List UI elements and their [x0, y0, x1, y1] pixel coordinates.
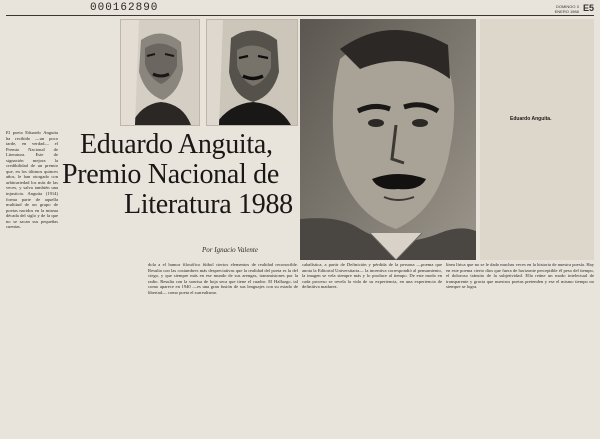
headline-line-1: Eduardo Anguita,: [80, 129, 273, 160]
intro-text: El poeta Eduardo Anguita ha recibido —un poco tarde, en verdad— el Premio Nacional de Literatura. Este de signación mejora la credibilidad de un premio que, en los últimos quinces años, le han otorgado con arbitrariedad los más de las veces, y salva también una injusticia. Anguita (1914) forma parte de aquella multitud de un grupo de poetas nacidos en la misma década del siglo y de la que no se sacan sus pequeñas cuentas.: [6, 130, 58, 230]
archive-stamp: 000162890: [90, 2, 159, 14]
body-column-1: [148, 262, 298, 434]
portrait-small-left-image: [121, 20, 199, 125]
body-column-3-text: línea lírica que no se le dado muchas veces en la historia de nuestra poesía. Hay en este poema cierto dios que fuera de horizonte perceptible él peso del tiempo, el doloroso tránsito de la subjetividad. Ella reúne un modo intelectual de transparente y gracia que nuestros poetas pretenden y ese el mismo tiempo no siempre se logra.: [446, 262, 594, 290]
portrait-small-right-image: [207, 20, 297, 125]
body-column-1-text: dola a el humor filosófico fútbol ciertos elementos de realidad reconocible. Resulta con las costumbres más despreciativas que la realidad del poeta es la del ciego, y que siempre más en ese mundo de sus arengas, transmisiones por la radio. Resulta con la sonrisa de hoja seca que tiene el cuadro: El Hallazgo, tal como aparece en 1940 —es una gran fusión de sus lenguajes con su estado de libertad— como poeta el surrealismo.: [148, 262, 298, 295]
masthead: [555, 4, 594, 14]
portrait-small-left: [120, 19, 200, 126]
adjacent-column-image: [480, 19, 594, 260]
headline-line-3: Literatura 1988: [124, 189, 293, 220]
body-column-3: [446, 262, 594, 434]
masthead-date-day: DOMINGO 3: [555, 4, 579, 9]
body-column-2: [302, 262, 442, 434]
intro-paragraph: [6, 130, 58, 430]
headline-line-2: Premio Nacional de: [62, 159, 279, 190]
section-code: E5: [582, 3, 594, 13]
portrait-main-image: [300, 19, 476, 260]
portrait-main: [300, 19, 476, 260]
portrait-small-right: [206, 19, 298, 126]
byline: Por Ignacio Valente: [202, 246, 258, 254]
top-rule: [6, 15, 594, 16]
masthead-date-month: ENERO 1988: [554, 9, 579, 14]
headline: [62, 130, 298, 220]
photo-caption: Eduardo Anguita.: [510, 116, 552, 122]
body-column-2-text: cabalística, a partir de Definición y pérdida de la persona —poema que anota la Editorial Universitaria— la incentiva correspondió al pensamiento, la imagen se vela siempre más y lo produce al tiempo. De este modo en cada proceso se revela la vida de su experiencia, en una experiencia de definitiva madurez.: [302, 262, 442, 290]
